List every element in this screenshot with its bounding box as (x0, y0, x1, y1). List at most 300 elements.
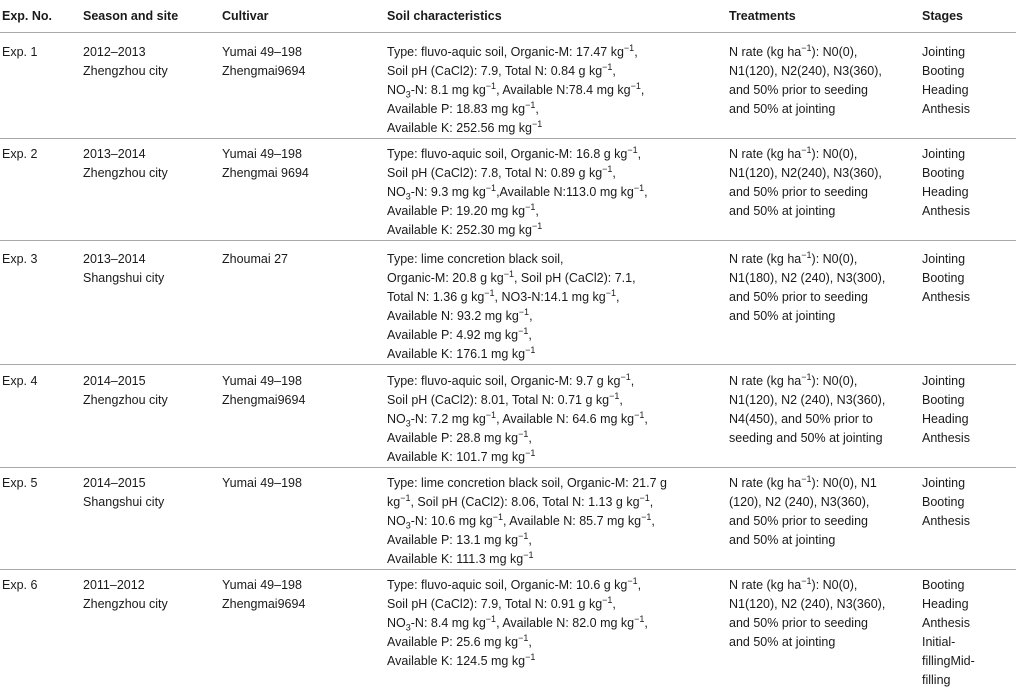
text-run: N1(180), N2 (240), N3(300), (729, 271, 885, 285)
treatment-line (729, 429, 920, 448)
superscript: −1 (801, 372, 811, 382)
text-run: ): N0(0), (812, 147, 858, 161)
superscript: −1 (525, 345, 535, 355)
superscript: −1 (606, 288, 616, 298)
text-run: N1(120), N2(240), N3(360), (729, 64, 882, 78)
text-run: Soil pH (CaCl2): 8.01, Total N: 0.71 g kg (387, 393, 609, 407)
cultivar-line: Zhoumai 27 (222, 250, 385, 269)
season-line: Shangshui city (83, 493, 220, 512)
superscript: −1 (486, 183, 496, 193)
text-run: , (528, 635, 531, 649)
cultivar-line: Yumai 49–198 (222, 474, 385, 493)
text-run: Available K: 124.5 mg kg (387, 654, 525, 668)
cultivar-line: Yumai 49–198 (222, 372, 385, 391)
text-run: , Soil pH (CaCl2): 8.06, Total N: 1.13 g kg (410, 495, 639, 509)
superscript: −1 (518, 326, 528, 336)
text-run: , Available N:78.4 mg kg (496, 83, 631, 97)
soil-line (387, 633, 727, 652)
stage-line: Jointing (922, 474, 1016, 493)
superscript: −1 (602, 595, 612, 605)
table-row (0, 33, 1016, 139)
cell-season-site (81, 468, 220, 570)
text-run: , (612, 166, 615, 180)
superscript: −1 (627, 576, 637, 586)
superscript: −1 (486, 410, 496, 420)
text-run: Total N: 1.36 g kg (387, 290, 484, 304)
treatment-line (729, 250, 920, 269)
text-run: , (651, 514, 654, 528)
superscript: −1 (525, 448, 535, 458)
cell-cultivar (220, 33, 385, 139)
season-line: Zhengzhou city (83, 595, 220, 614)
table-row (0, 570, 1016, 690)
cell-exp-no (0, 468, 81, 570)
cultivar-line: Zhengmai9694 (222, 595, 385, 614)
text-run: (120), N2 (240), N3(360), (729, 495, 869, 509)
header-cultivar: Cultivar (220, 0, 385, 33)
cell-stages (920, 139, 1016, 241)
cell-cultivar (220, 241, 385, 365)
text-run: and 50% prior to seeding (729, 83, 868, 97)
soil-line (387, 372, 727, 391)
text-run: ): N0(0), (812, 45, 858, 59)
text-run: Available P: 25.6 mg kg (387, 635, 518, 649)
cell-treatments (727, 365, 920, 468)
stage-line: Anthesis (922, 288, 1016, 307)
text-run: kg (387, 495, 400, 509)
text-run: NO (387, 185, 406, 199)
cultivar-line: Yumai 49–198 (222, 43, 385, 62)
soil-line (387, 474, 727, 493)
stage-line: fillingMid- (922, 652, 1016, 671)
cell-season-site (81, 139, 220, 241)
text-run: Type: fluvo-aquic soil, Organic-M: 9.7 g kg (387, 374, 620, 388)
text-run: N rate (kg ha (729, 374, 801, 388)
treatment-line (729, 595, 920, 614)
stage-line: Heading (922, 595, 1016, 614)
soil-line (387, 288, 727, 307)
soil-line (387, 595, 727, 614)
superscript: −1 (493, 512, 503, 522)
treatment-line (729, 614, 920, 633)
superscript: −1 (518, 633, 528, 643)
text-run: N rate (kg ha (729, 147, 801, 161)
text-run: , Available N: 64.6 mg kg (496, 412, 634, 426)
stage-line: Booting (922, 269, 1016, 288)
soil-line (387, 448, 727, 467)
superscript: −1 (801, 576, 811, 586)
superscript: −1 (801, 43, 811, 53)
text-run: and 50% prior to seeding (729, 514, 868, 528)
superscript: −1 (525, 202, 535, 212)
superscript: −1 (634, 183, 644, 193)
stage-line: Heading (922, 81, 1016, 100)
cultivar-line: Yumai 49–198 (222, 145, 385, 164)
text-run: Available P: 28.8 mg kg (387, 431, 518, 445)
text-run: , (535, 204, 538, 218)
soil-line (387, 345, 727, 364)
season-line: 2013–2014 (83, 145, 220, 164)
text-run: ): N0(0), (812, 252, 858, 266)
superscript: −1 (801, 474, 811, 484)
cell-treatments (727, 33, 920, 139)
exp-label: Exp. 2 (2, 147, 37, 161)
text-run: Available P: 13.1 mg kg (387, 533, 518, 547)
stage-line: Anthesis (922, 512, 1016, 531)
superscript: −1 (640, 493, 650, 503)
superscript: −1 (486, 81, 496, 91)
text-run: N1(120), N2 (240), N3(360), (729, 393, 885, 407)
stage-line: filling (922, 671, 1016, 690)
soil-line (387, 576, 727, 595)
text-run: , Available N: 85.7 mg kg (503, 514, 641, 528)
text-run: , (619, 393, 622, 407)
treatment-line (729, 100, 920, 119)
cell-treatments (727, 468, 920, 570)
treatment-line (729, 474, 920, 493)
treatment-line (729, 202, 920, 221)
text-run: Type: lime concretion black soil, (387, 252, 563, 266)
text-run: -N: 9.3 mg kg (411, 185, 486, 199)
stage-line: Booting (922, 576, 1016, 595)
text-run: N1(120), N2(240), N3(360), (729, 166, 882, 180)
text-run: Soil pH (CaCl2): 7.9, Total N: 0.91 g kg (387, 597, 602, 611)
season-line: 2013–2014 (83, 250, 220, 269)
treatment-line (729, 164, 920, 183)
text-run: Available P: 19.20 mg kg (387, 204, 525, 218)
cell-season-site (81, 33, 220, 139)
text-run: and 50% prior to seeding (729, 290, 868, 304)
text-run: , (535, 102, 538, 116)
superscript: −1 (525, 652, 535, 662)
superscript: −1 (519, 307, 529, 317)
superscript: −1 (532, 119, 542, 129)
superscript: −1 (602, 164, 612, 174)
text-run: Available P: 4.92 mg kg (387, 328, 518, 342)
text-run: , (641, 83, 644, 97)
text-run: Soil pH (CaCl2): 7.8, Total N: 0.89 g kg (387, 166, 602, 180)
cell-exp-no (0, 241, 81, 365)
soil-line (387, 100, 727, 119)
soil-line (387, 614, 727, 633)
cell-cultivar (220, 570, 385, 690)
treatment-line (729, 410, 920, 429)
cell-soil (385, 139, 727, 241)
soil-line (387, 652, 727, 671)
text-run: Available K: 252.30 mg kg (387, 223, 532, 237)
superscript: −1 (627, 145, 637, 155)
text-run: and 50% at jointing (729, 204, 835, 218)
cell-cultivar (220, 139, 385, 241)
treatment-line (729, 372, 920, 391)
superscript: −1 (801, 250, 811, 260)
text-run: Available K: 252.56 mg kg (387, 121, 532, 135)
text-run: -N: 8.1 mg kg (411, 83, 486, 97)
soil-line (387, 269, 727, 288)
soil-line (387, 410, 727, 429)
superscript: −1 (634, 410, 644, 420)
superscript: −1 (602, 62, 612, 72)
superscript: −1 (484, 288, 494, 298)
cell-stages (920, 365, 1016, 468)
superscript: −1 (801, 145, 811, 155)
text-run: N1(120), N2 (240), N3(360), (729, 597, 885, 611)
exp-label: Exp. 5 (2, 476, 37, 490)
text-run: Type: fluvo-aquic soil, Organic-M: 16.8 g kg (387, 147, 627, 161)
stage-line: Jointing (922, 250, 1016, 269)
treatment-line (729, 633, 920, 652)
superscript: −1 (400, 493, 410, 503)
soil-line (387, 512, 727, 531)
text-run: -N: 10.6 mg kg (411, 514, 493, 528)
stage-line: Jointing (922, 145, 1016, 164)
text-run: N4(450), and 50% prior to (729, 412, 873, 426)
cell-exp-no (0, 33, 81, 139)
stage-line: Anthesis (922, 100, 1016, 119)
superscript: −1 (620, 372, 630, 382)
stage-line: Booting (922, 62, 1016, 81)
exp-label: Exp. 6 (2, 578, 37, 592)
text-run: N rate (kg ha (729, 45, 801, 59)
exp-label: Exp. 1 (2, 45, 37, 59)
text-run: -N: 8.4 mg kg (411, 616, 486, 630)
soil-line (387, 183, 727, 202)
text-run: Type: lime concretion black soil, Organic-M: 21.7 g (387, 476, 667, 490)
treatment-line (729, 62, 920, 81)
superscript: −1 (486, 614, 496, 624)
superscript: −1 (631, 81, 641, 91)
cell-exp-no (0, 570, 81, 690)
header-row (0, 0, 1016, 33)
subscript: 3 (406, 623, 411, 633)
stage-line: Anthesis (922, 202, 1016, 221)
soil-line (387, 202, 727, 221)
cell-treatments (727, 570, 920, 690)
text-run: , Soil pH (CaCl2): 7.1, (514, 271, 636, 285)
cell-season-site (81, 241, 220, 365)
cultivar-line: Zhengmai 9694 (222, 164, 385, 183)
superscript: −1 (532, 221, 542, 231)
treatment-line (729, 145, 920, 164)
text-run: , (528, 431, 531, 445)
cell-season-site (81, 570, 220, 690)
treatment-line (729, 81, 920, 100)
text-run: Organic-M: 20.8 g kg (387, 271, 504, 285)
text-run: , (638, 147, 641, 161)
soil-line (387, 550, 727, 569)
soil-line (387, 326, 727, 345)
stage-line: Jointing (922, 372, 1016, 391)
superscript: −1 (641, 512, 651, 522)
season-line: 2014–2015 (83, 474, 220, 493)
text-run: , (612, 597, 615, 611)
treatment-line (729, 512, 920, 531)
soil-line (387, 307, 727, 326)
text-run: NO (387, 616, 406, 630)
cell-stages (920, 570, 1016, 690)
season-line: 2014–2015 (83, 372, 220, 391)
header-season-site: Season and site (81, 0, 220, 33)
header-treatments: Treatments (727, 0, 920, 33)
text-run: ): N0(0), (812, 578, 858, 592)
stage-line: Jointing (922, 43, 1016, 62)
text-run: ,Available N:113.0 mg kg (496, 185, 634, 199)
treatment-line (729, 531, 920, 550)
cell-treatments (727, 139, 920, 241)
cell-stages (920, 33, 1016, 139)
season-line: Zhengzhou city (83, 391, 220, 410)
header-exp-no: Exp. No. (0, 0, 81, 33)
superscript: −1 (504, 269, 514, 279)
text-run: and 50% prior to seeding (729, 185, 868, 199)
stage-line: Anthesis (922, 429, 1016, 448)
cultivar-line: Yumai 49–198 (222, 576, 385, 595)
treatment-line (729, 269, 920, 288)
superscript: −1 (518, 531, 528, 541)
cell-soil (385, 241, 727, 365)
superscript: −1 (523, 550, 533, 560)
stage-line: Booting (922, 493, 1016, 512)
cell-cultivar (220, 365, 385, 468)
soil-line (387, 531, 727, 550)
text-run: and 50% at jointing (729, 533, 835, 547)
text-run: Available K: 101.7 mg kg (387, 450, 525, 464)
table-row (0, 365, 1016, 468)
treatment-line (729, 391, 920, 410)
cell-cultivar (220, 468, 385, 570)
superscript: −1 (624, 43, 634, 53)
text-run: , (616, 290, 619, 304)
cell-stages (920, 468, 1016, 570)
cell-soil (385, 570, 727, 690)
soil-line (387, 164, 727, 183)
season-line: Zhengzhou city (83, 164, 220, 183)
text-run: , (528, 328, 531, 342)
text-run: , (638, 578, 641, 592)
superscript: −1 (634, 614, 644, 624)
season-line: Zhengzhou city (83, 62, 220, 81)
text-run: and 50% prior to seeding (729, 616, 868, 630)
table-body (0, 33, 1016, 690)
text-run: , (644, 185, 647, 199)
stage-line: Initial- (922, 633, 1016, 652)
stage-line: Booting (922, 391, 1016, 410)
stage-line: Heading (922, 410, 1016, 429)
cell-exp-no (0, 365, 81, 468)
text-run: and 50% at jointing (729, 102, 835, 116)
table-row (0, 468, 1016, 570)
text-run: N rate (kg ha (729, 476, 801, 490)
text-run: , NO3-N:14.1 mg kg (495, 290, 606, 304)
text-run: Type: fluvo-aquic soil, Organic-M: 17.47 kg (387, 45, 624, 59)
text-run: N rate (kg ha (729, 578, 801, 592)
season-line: 2011–2012 (83, 576, 220, 595)
text-run: Type: fluvo-aquic soil, Organic-M: 10.6 g kg (387, 578, 627, 592)
treatment-line (729, 493, 920, 512)
text-run: and 50% at jointing (729, 309, 835, 323)
text-run: Soil pH (CaCl2): 7.9, Total N: 0.84 g kg (387, 64, 602, 78)
soil-line (387, 493, 727, 512)
soil-line (387, 145, 727, 164)
superscript: −1 (525, 100, 535, 110)
text-run: , Available N: 82.0 mg kg (496, 616, 634, 630)
text-run: Available K: 176.1 mg kg (387, 347, 525, 361)
text-run: , (529, 309, 532, 323)
treatment-line (729, 183, 920, 202)
text-run: N rate (kg ha (729, 252, 801, 266)
soil-line (387, 429, 727, 448)
text-run: , (650, 495, 653, 509)
cell-soil (385, 365, 727, 468)
text-run: , (528, 533, 531, 547)
header-stages: Stages (920, 0, 1016, 33)
header-soil: Soil characteristics (385, 0, 727, 33)
text-run: , (644, 412, 647, 426)
soil-line (387, 221, 727, 240)
stage-line: Booting (922, 164, 1016, 183)
superscript: −1 (609, 391, 619, 401)
subscript: 3 (406, 90, 411, 100)
stage-line: Heading (922, 183, 1016, 202)
subscript: 3 (406, 192, 411, 202)
text-run: , (634, 45, 637, 59)
soil-line (387, 391, 727, 410)
soil-line (387, 43, 727, 62)
text-run: NO (387, 412, 406, 426)
soil-line (387, 119, 727, 138)
subscript: 3 (406, 521, 411, 531)
exp-label: Exp. 3 (2, 252, 37, 266)
soil-line (387, 62, 727, 81)
text-run: NO (387, 83, 406, 97)
cell-stages (920, 241, 1016, 365)
text-run: NO (387, 514, 406, 528)
cultivar-line: Zhengmai9694 (222, 391, 385, 410)
cultivar-line: Zhengmai9694 (222, 62, 385, 81)
season-line: Shangshui city (83, 269, 220, 288)
cell-exp-no (0, 139, 81, 241)
season-line: 2012–2013 (83, 43, 220, 62)
treatment-line (729, 307, 920, 326)
text-run: ): N0(0), N1 (812, 476, 877, 490)
treatment-line (729, 43, 920, 62)
subscript: 3 (406, 419, 411, 429)
cell-soil (385, 33, 727, 139)
cell-season-site (81, 365, 220, 468)
treatment-line (729, 288, 920, 307)
text-run: Available K: 111.3 mg kg (387, 552, 523, 566)
text-run: , (612, 64, 615, 78)
exp-label: Exp. 4 (2, 374, 37, 388)
stage-line: Anthesis (922, 614, 1016, 633)
text-run: , (644, 616, 647, 630)
text-run: and 50% at jointing (729, 635, 835, 649)
text-run: -N: 7.2 mg kg (411, 412, 486, 426)
text-run: , (631, 374, 634, 388)
text-run: Available P: 18.83 mg kg (387, 102, 525, 116)
text-run: ): N0(0), (812, 374, 858, 388)
soil-line (387, 250, 727, 269)
cell-treatments (727, 241, 920, 365)
cell-soil (385, 468, 727, 570)
treatment-line (729, 576, 920, 595)
text-run: Available N: 93.2 mg kg (387, 309, 519, 323)
soil-line (387, 81, 727, 100)
table-row (0, 241, 1016, 365)
text-run: seeding and 50% at jointing (729, 431, 883, 445)
table-row (0, 139, 1016, 241)
superscript: −1 (518, 429, 528, 439)
